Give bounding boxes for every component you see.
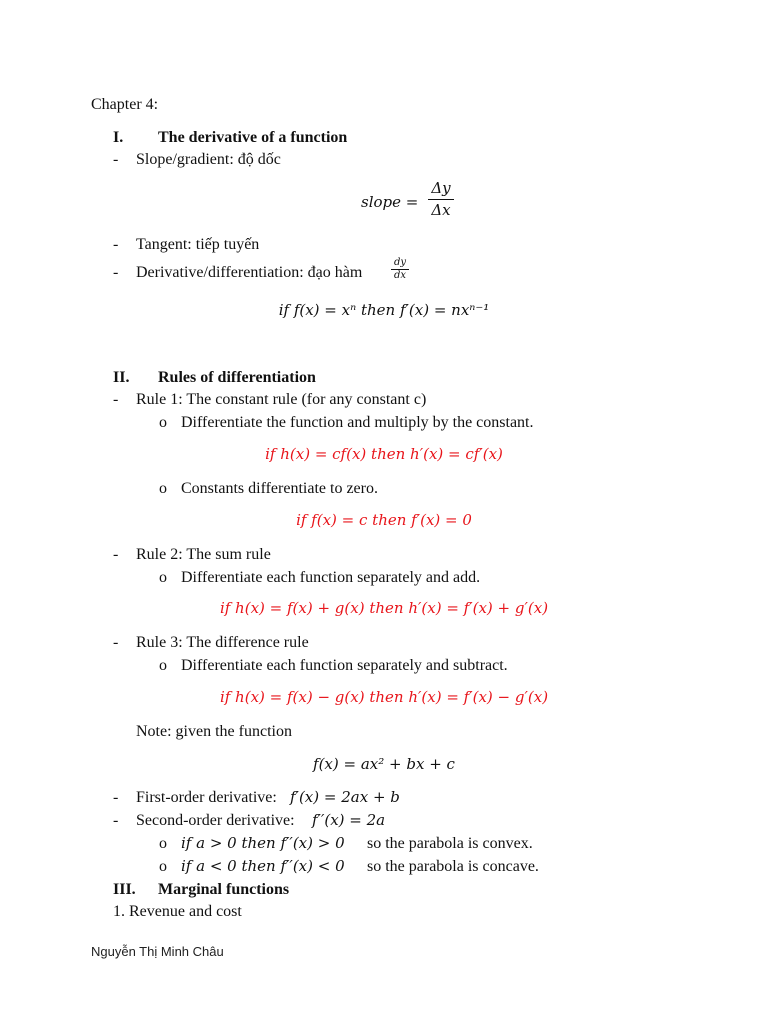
section-1-number: I. xyxy=(113,129,124,146)
slope-fraction xyxy=(428,181,454,218)
dash-marker: - xyxy=(113,264,119,281)
second-order-label: Second-order derivative: xyxy=(136,812,295,829)
rule-1-formula-1: if h(x) = cf(x) then h′(x) = cf′(x) xyxy=(265,445,503,463)
rule-1-sub-1: Differentiate the function and multiply by the constant. xyxy=(181,414,534,431)
concave-text: so the parabola is concave. xyxy=(367,858,539,875)
dash-marker: - xyxy=(113,151,119,168)
rule-2-sub: Differentiate each function separately and add. xyxy=(181,569,481,586)
revenue-cost-item: 1. Revenue and cost xyxy=(113,903,242,920)
first-order-label: First-order derivative: xyxy=(136,789,277,806)
bullet-marker: o xyxy=(159,480,167,497)
dash-marker: - xyxy=(113,546,119,563)
dy-numerator: dy xyxy=(393,257,407,268)
rule-1-item: Rule 1: The constant rule (for any constant c) xyxy=(136,391,427,408)
rule-3-item: Rule 3: The difference rule xyxy=(136,634,309,651)
rule-2-formula: if h(x) = f(x) + g(x) then h′(x) = f′(x) + g′(x) xyxy=(219,599,549,617)
slope-numerator: Δy xyxy=(431,179,451,197)
dx-denominator: dx xyxy=(393,270,407,281)
dash-marker: - xyxy=(113,789,119,806)
fraction-bar xyxy=(428,199,454,200)
second-order-formula: f′′(x) = 2a xyxy=(312,811,386,829)
rule-1-sub-2: Constants differentiate to zero. xyxy=(181,480,378,497)
tangent-item: Tangent: tiếp tuyến xyxy=(136,236,260,253)
first-order-formula: f′(x) = 2ax + b xyxy=(290,788,400,806)
section-3-number: III. xyxy=(113,881,136,898)
section-2-number: II. xyxy=(113,369,130,386)
section-2-title: Rules of differentiation xyxy=(158,369,316,386)
rule-2-item: Rule 2: The sum rule xyxy=(136,546,271,563)
bullet-marker: o xyxy=(159,835,167,852)
section-1-title: The derivative of a function xyxy=(158,129,348,146)
convex-formula: if a > 0 then f′′(x) > 0 xyxy=(181,834,345,852)
chapter-heading: Chapter 4: xyxy=(91,96,159,113)
derivative-item: Derivative/differentiation: đạo hàm xyxy=(136,264,363,281)
rule-3-sub: Differentiate each function separately and subtract. xyxy=(181,657,508,674)
dash-marker: - xyxy=(113,634,119,651)
footer-author: Nguyễn Thị Minh Châu xyxy=(91,944,224,959)
slope-formula-lhs: slope = xyxy=(361,193,419,211)
rule-1-formula-2: if f(x) = c then f′(x) = 0 xyxy=(296,511,472,529)
slope-denominator: Δx xyxy=(431,201,451,219)
bullet-marker: o xyxy=(159,414,167,431)
power-rule-formula: if f(x) = xⁿ then f′(x) = nxⁿ⁻¹ xyxy=(278,301,490,319)
rule-3-formula: if h(x) = f(x) − g(x) then h′(x) = f′(x) − g′(x) xyxy=(219,688,549,706)
bullet-marker: o xyxy=(159,657,167,674)
section-3-title: Marginal functions xyxy=(158,881,290,898)
dash-marker: - xyxy=(113,236,119,253)
dy-dx-fraction xyxy=(391,258,409,281)
bullet-marker: o xyxy=(159,569,167,586)
concave-formula: if a < 0 then f′′(x) < 0 xyxy=(181,857,345,875)
bullet-marker: o xyxy=(159,858,167,875)
dash-marker: - xyxy=(113,391,119,408)
convex-text: so the parabola is convex. xyxy=(367,835,533,852)
dash-marker: - xyxy=(113,812,119,829)
note-text: Note: given the function xyxy=(136,723,292,740)
quadratic-formula: f(x) = ax² + bx + c xyxy=(313,755,455,773)
slope-item: Slope/gradient: độ dốc xyxy=(136,151,281,168)
